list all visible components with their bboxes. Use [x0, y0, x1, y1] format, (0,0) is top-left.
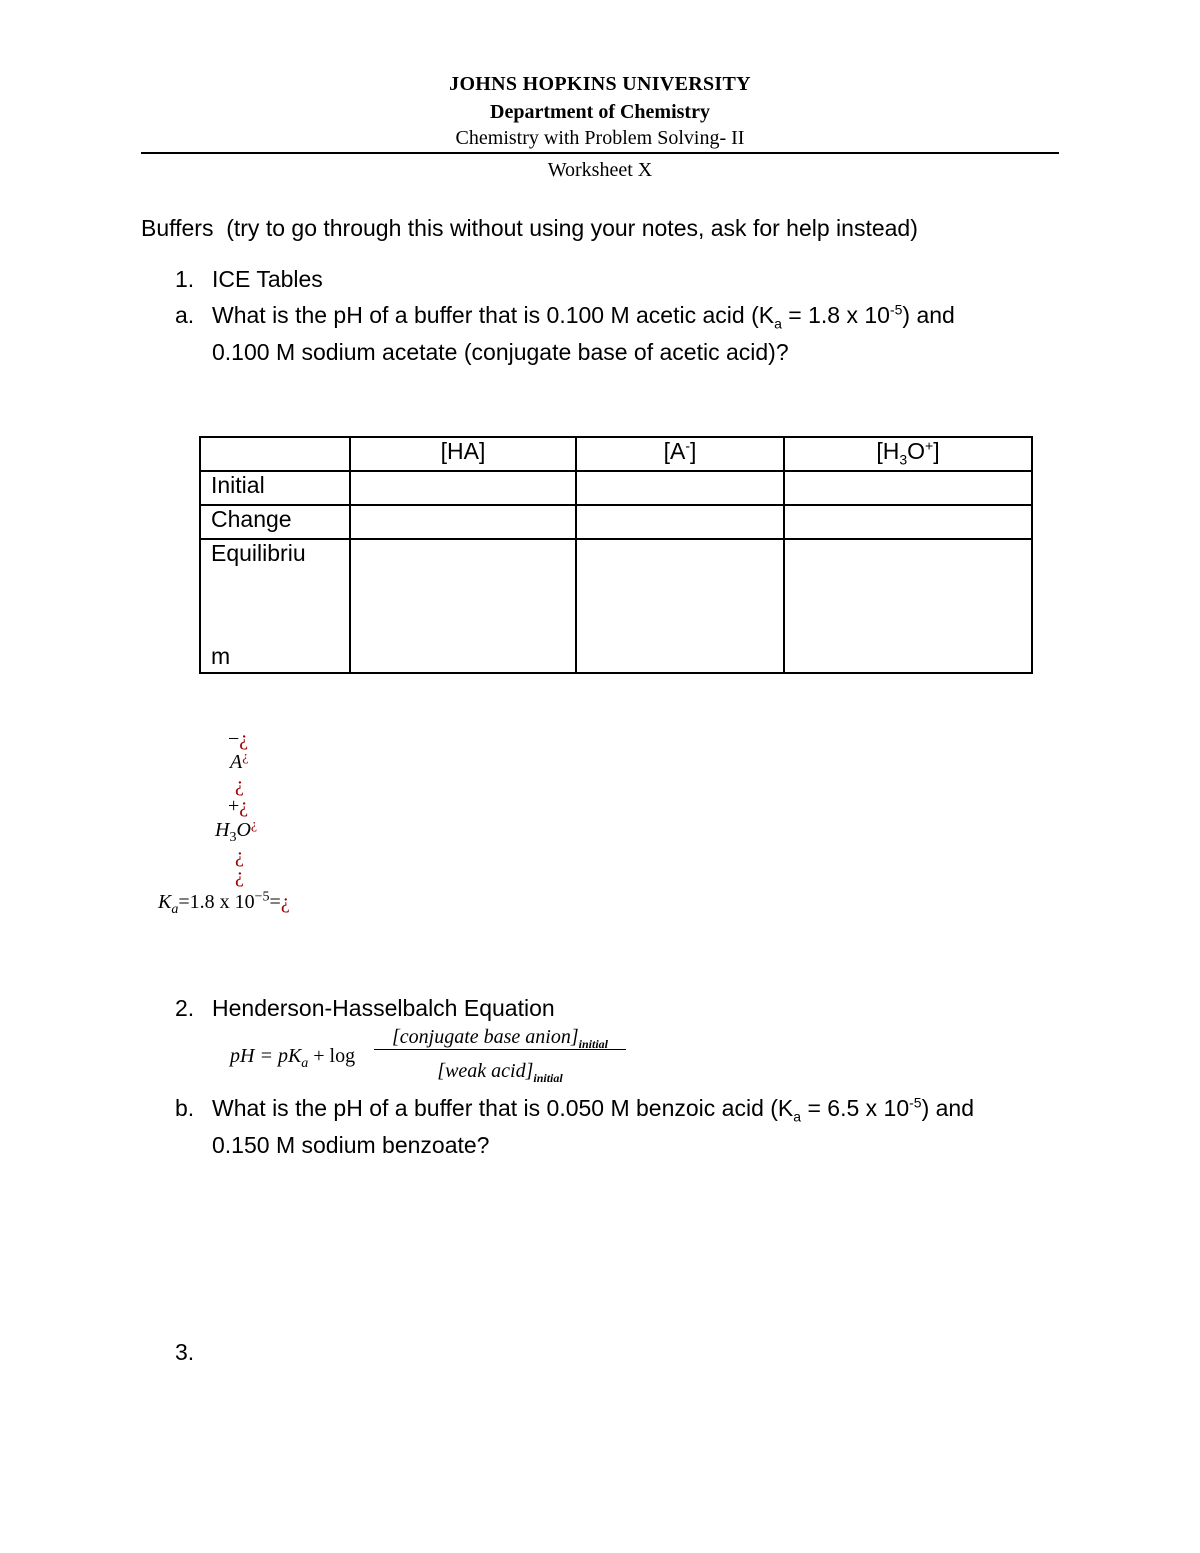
ka-line-5: $H_3O^¿$: [215, 817, 258, 845]
header-rule: [141, 152, 1059, 154]
question-a-line-2: 0.100 M sodium acetate (conjugate base of acetic acid)?: [212, 339, 789, 365]
equilibrium-label-part-1: Equilibriu: [211, 540, 306, 566]
hh-equation-left: pH = $pK_a + \log$: [230, 1045, 356, 1071]
ice-header-ha: [HA]: [350, 437, 576, 471]
ice-cell: [784, 539, 1032, 673]
equilibrium-label-part-2: m: [211, 643, 231, 669]
ka-line-6: ¿: [235, 845, 244, 867]
ice-cell: [576, 471, 784, 505]
ice-header-a: [A-]: [576, 437, 784, 471]
section-2-title: Henderson-Hasselbalch Equation: [212, 995, 555, 1021]
ka-line-3: ¿: [235, 774, 244, 796]
worksheet-title: Worksheet X: [547, 159, 653, 181]
ice-header-h3o: $[H_3O^+]$: [784, 437, 1032, 471]
ice-row-label: [200, 539, 350, 673]
ka-line-7: ¿: [235, 865, 244, 887]
ka-line-4: +¿: [228, 795, 249, 817]
question-b-line-2: 0.150 M sodium benzoate?: [212, 1132, 490, 1158]
question-a-line-1: What is the pH of a buffer that is 0.100 M acetic acid ($K_a = 1.8$ x $10^{-5}$) and: [212, 301, 955, 332]
ka-line-2: A¿: [230, 749, 249, 773]
ice-table: [199, 436, 1033, 674]
question-b-letter: b.: [175, 1095, 195, 1121]
ice-cell: [350, 471, 576, 505]
section-2-number: 2.: [175, 995, 195, 1021]
section-1-title: ICE Tables: [212, 266, 323, 292]
university-name: JOHNS HOPKINS UNIVERSITY: [449, 73, 751, 95]
ice-row-equilibrium: [200, 539, 1032, 673]
ice-row-label: Change: [200, 505, 350, 539]
ka-final-line: $K_a=1.8$ x $10^{-5}=¿$: [158, 889, 290, 917]
ice-cell: [350, 505, 576, 539]
section-3-number: 3.: [175, 1339, 195, 1365]
hh-numerator: [conjugate base $anion]_{initial}$: [374, 1026, 626, 1050]
ice-header-row: [200, 437, 1032, 471]
ice-cell: [350, 539, 576, 673]
ice-cell: [576, 539, 784, 673]
question-b-line-1: What is the pH of a buffer that is 0.050 M benzoic acid ($K_a = 6.5$ x $10^{-5}$) and: [212, 1094, 975, 1125]
ice-cell: [576, 505, 784, 539]
ice-cell: [784, 505, 1032, 539]
intro-text: Buffers (try to go through this without using your notes, ask for help instead): [141, 215, 918, 241]
question-a-letter: a.: [175, 302, 195, 328]
department-name: Department of Chemistry: [490, 101, 710, 123]
hh-denominator: [weak $acid]_{initial}$: [437, 1060, 563, 1085]
section-1-number: 1.: [175, 266, 195, 292]
ice-row-change: [200, 505, 1032, 539]
ice-row-initial: [200, 471, 1032, 505]
ice-corner-cell: [200, 437, 350, 471]
course-name: Chemistry with Problem Solving- II: [455, 127, 745, 149]
ka-line-1: −¿: [228, 728, 249, 750]
ice-cell: [784, 471, 1032, 505]
ice-row-label: Initial: [200, 471, 350, 505]
